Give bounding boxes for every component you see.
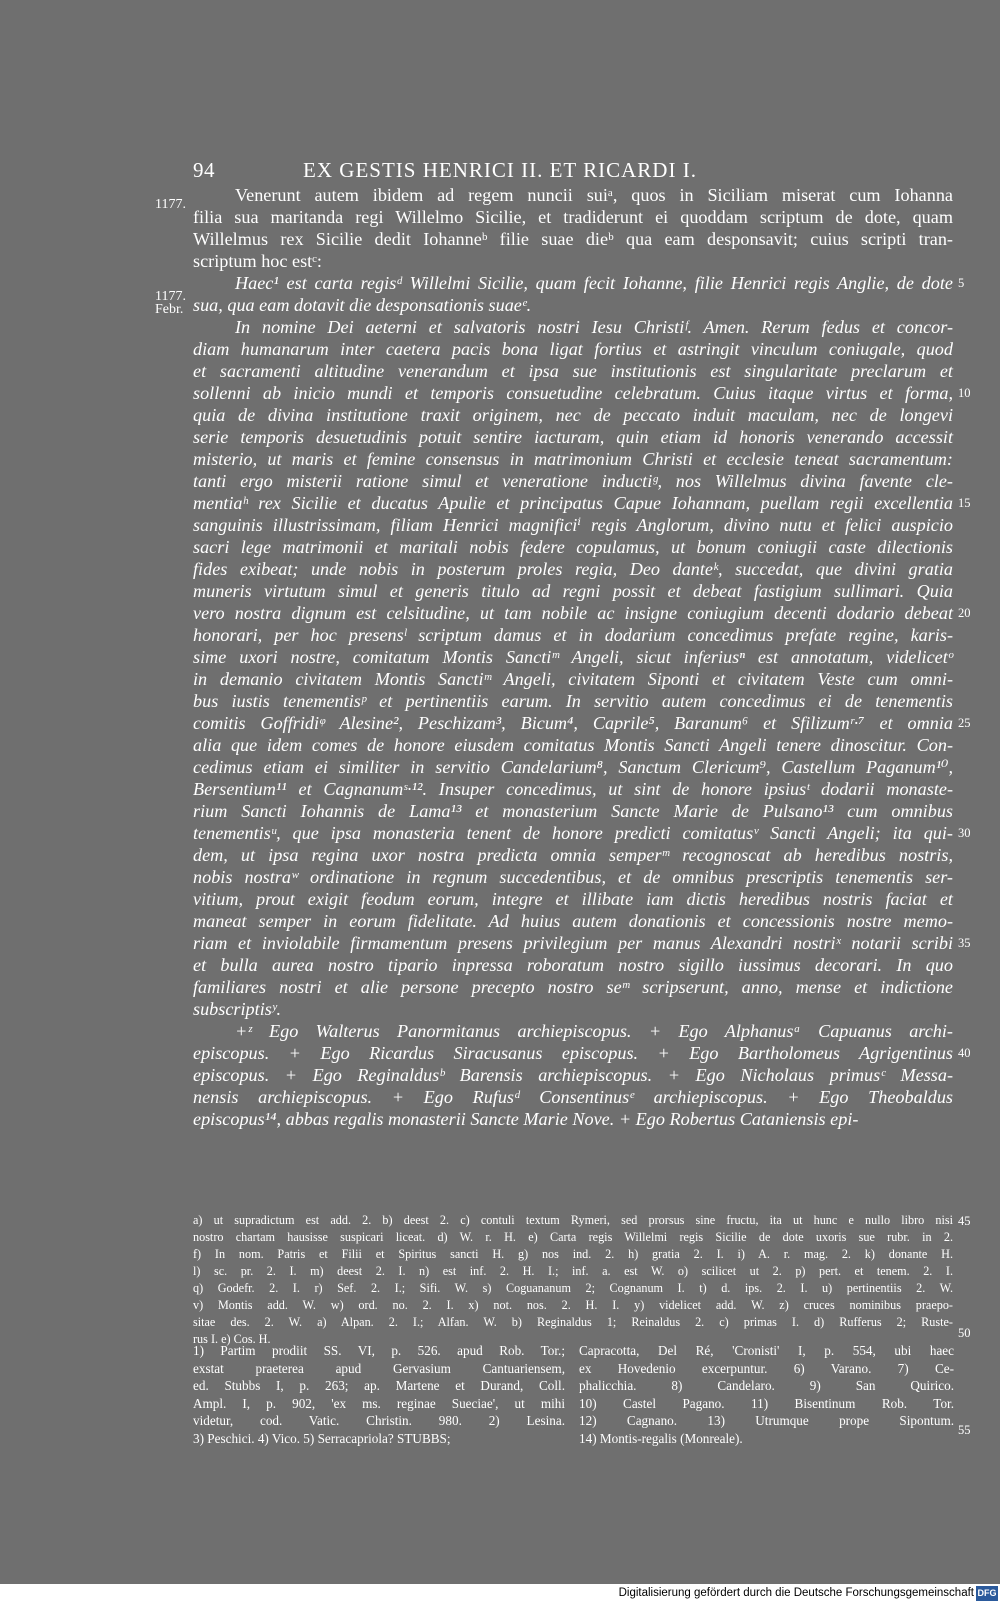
margin-year: 1177. [155,197,186,212]
footer-bar [0,1584,1000,1604]
text-line: comitis Goffridiᵠ Alesine², Peschizam³, Bicum⁴, Caprile⁵, Baranum⁶ et Sfilizumʳ·⁷ et omnia [193,713,953,733]
margin-month: Febr. [155,302,184,317]
text-line: sime uxori nostre, comitatum Montis Sanctiᵐ Angeli, sicut inferiusⁿ est annotatum, videlicetᵒ [193,647,953,667]
text-line: et sacramenti altitudine venerandum et ipsa sue institutionis est singularitate preclarum et [193,361,953,381]
text-line: vitium, prout exigit feodum eorum, integre et illibate iam dictis heredibus nostris faciat et [193,889,953,909]
footnote-line: q) Godefr. 2. I. r) Sef. 2. I.; Sifi. W. s) Coguananum 2; Cognanum I. t) d. ips. 2. I. u) pertinentiis 2. W. [193,1281,953,1295]
note-line: 14) Montis-regalis (Monreale). [579,1430,743,1446]
note-line: 3) Peschici. 4) Vico. 5) Serracapriola? STUBBS; [193,1430,451,1446]
text-line: fides exibeat; unde nobis in posterum proles regia, Deo danteᵏ, succedat, que divini gratia [193,559,953,579]
footnote-line: nostro chartam hausisse suspicari liceat. d) W. r. H. e) Carta regis Willelmi regis Sicilie de dote uxoris sue rubr. in 2. [193,1230,953,1244]
footnote-line: rus I. e) Cos. H. [193,1332,271,1346]
text-line: sua, qua eam dotavit die desponsationis suaeᵉ. [193,295,532,315]
text-line: diam humanarum inter caetera pacis bona ligat fortius et astringit vinculum coniugale, quod [193,339,953,359]
text-line: Haec¹ est carta regisᵈ Willelmi Sicilie, quam fecit Iohanne, filie Henrici regis Anglie, de dote [235,273,953,293]
text-line: muneris virtutum simul et generis titulo ad regni possit et debeat fastigium sullimari. Quia [193,581,953,601]
text-line: Venerunt autem ibidem ad regem nuncii suiᵃ, quos in Siciliam miserat cum Iohanna [235,185,953,205]
text-line: misterio, ut maris et femine consensus in matrimonium Christi et ecclesie teneat sacramentum: [193,449,953,469]
text-line: Willelmus rex Sicilie dedit Iohanneᵇ filie suae dieᵇ qua eam desponsavit; cuius scripti tran- [193,229,953,249]
footer-credit: Digitalisierung gefördert durch die Deutsche Forschungsgemeinschaft [618,1587,974,1599]
footnote-line: a) ut supradictum est add. 2. b) deest 2. c) contuli textum Rymeri, sed prorsus sine fructu, ita ut hunc e nullo libro nisi [193,1213,953,1227]
footnote-line: l) sc. pr. 2. I. m) deest 2. I. n) est inf. 2. H. I.; inf. a. est W. o) scilicet ut 2. p) pert. et tenem. 2. I. [193,1264,953,1278]
note-line: 1) Partim prodiit SS. VI, p. 526. apud Rob. Tor.; [193,1343,565,1358]
text-line: bus iustis tenementisᵖ et pertinentiis earum. In servitio autem concedimus ei de tenementis [193,691,953,711]
text-line: scriptum hoc estᶜ: [193,251,322,271]
line-number: 40 [958,1046,971,1060]
footnote-line: f) In nom. Patris et Filii et Spiritus sancti H. g) nos ind. 2. h) gratia 2. I. i) A. r. mag. 2. k) donante H. [193,1247,953,1261]
note-line: exstat praeterea apud Gervasium Cantuariensem, [193,1360,565,1376]
text-line: in demanio civitatem Montis Sanctiᵐ Angeli, civitatem Siponti et civitatem Veste cum omni- [193,669,953,689]
line-number: 10 [958,386,971,400]
note-line: videtur, cod. Vatic. Christin. 980. 2) Lesina. [193,1413,565,1429]
note-line: ex Hovedenio excerpuntur. 6) Varano. 7) Ce- [579,1360,954,1376]
text-line: et bulla aurea nostro tipario inpressa roboratum nostro sigillo iussimus decorari. In quo [193,955,953,975]
text-line: nensis archiepiscopus. + Ego Rufusᵈ Consentinusᵉ archiepiscopus. + Ego Theobaldus [193,1087,953,1107]
line-number: 55 [958,1423,971,1437]
text-line: rium Sancti Iohannis de Lama¹³ et monasterium Sancte Marie de Pulsano¹³ cum omnibus [193,801,953,821]
dfg-logo: DFG [976,1586,998,1601]
text-line: Bersentium¹¹ et Cagnanumˢ·¹². Insuper concedimus, ut sint de honore ipsiusᵗ dodarii monaste- [193,779,953,799]
footnote-line: v) Montis add. W. w) ord. no. 2. I. x) not. nos. 2. H. I. y) videlicet add. W. z) cruces nominibus praepo- [193,1298,953,1312]
text-line: alia que idem comes de honore eiusdem comitatus Montis Sancti Angeli tenere dinoscitur. Con- [193,735,953,755]
note-line: 10) Castel Pagano. 11) Bisentinum Rob. Tor. [579,1395,954,1411]
notes-left-column [193,1342,565,1448]
text-line: tenementisᵘ, que ipsa monasteria tenent de honore predicti comitatusᵛ Sancti Angeli; ita qui- [193,823,953,843]
line-number: 30 [958,826,971,840]
text-line: subscriptisʸ. [193,999,282,1019]
text-line: +ᶻ Ego Walterus Panormitanus archiepiscopus. + Ego Alphanusᵃ Capuanus archi- [235,1021,953,1041]
text-line: In nomine Dei aeterni et salvatoris nostri Iesu Christiᶠ. Amen. Rerum fedus et concor- [235,317,953,337]
text-line: vero nostra dignum est celsitudine, ut tam nobile ac insigne coniugium decenti dodario debeat [193,603,953,623]
line-number: 45 [958,1214,971,1228]
line-number: 15 [958,496,971,510]
notes-right-column [579,1342,954,1448]
text-line: maneat semper in eorum fidelitate. Ad huius autem donationis et concessionis nostre memo- [193,911,953,931]
line-number: 5 [958,276,965,290]
text-line: episcopus¹⁴, abbas regalis monasterii Sancte Marie Nove. + Ego Robertus Cataniensis epi- [193,1109,859,1129]
text-line: nobis nostraʷ ordinatione in regnum succedentibus, et de omnibus prescriptis tenementis ser- [193,867,953,887]
page-number: 94 [193,158,215,182]
text-line: filia sua maritanda regi Willelmo Sicilie, et tradiderunt ei quoddam scriptum de dote, quam [193,207,953,227]
text-line: riam et inviolabile firmamentum presens privilegium per manus Alexandri nostriˣ notarii scribi [193,933,953,953]
text-line: cedimus etiam ei similiter in servitio Candelarium⁸, Sanctum Clericum⁹, Castellum Paganum¹⁰, [193,757,953,777]
text-line: familiares nostri et alie persone precepto nostro seᵐ scripserunt, anno, mense et indictione [193,977,953,997]
note-line: 12) Cagnano. 13) Utrumque prope Sipontum. [579,1413,954,1429]
text-line: episcopus. + Ego Ricardus Siracusanus episcopus. + Ego Bartholomeus Agrigentinus [193,1043,953,1063]
note-line: phalicchia. 8) Candelaro. 9) San Quirico. [579,1378,954,1394]
line-number: 35 [958,936,971,950]
text-line: serie temporis desuetudinis potuit sentire iacturam, quin etiam id honoris venerando accessit [193,427,953,447]
text-line: mentiaʰ rex Sicilie et ducatus Apulie et principatus Capue Iohannam, puellam regii excellentia [193,493,953,513]
margin-year: 1177. [155,289,186,304]
note-line: Capracotta, Del Ré, 'Cronisti' I, p. 554, ubi haec [579,1343,954,1358]
text-line: episcopus. + Ego Reginaldusᵇ Barensis archiepiscopus. + Ego Nicholaus primusᶜ Messa- [193,1065,953,1085]
running-title: EX GESTIS HENRICI II. ET RICARDI I. [303,158,697,182]
text-line: sanguinis illustrissimam, filiam Henrici magnificiⁱ regis Anglorum, divino nutu et felici auspicio [193,515,953,535]
text-line: dem, ut ipsa regina uxor nostra predicta omnia semperᵐ recognoscat ab heredibus nostris, [193,845,953,865]
text-line: honorari, per hoc presensˡ scriptum damus et in dodarium concedimus prefate regine, karis- [193,625,953,645]
line-number: 50 [958,1326,971,1340]
text-line: quia de divina institutione traxit originem, nec de peccato induit maculam, nec de longevi [193,405,953,425]
text-line: tanti ergo misterii ratione simul et veneratione inductiᵍ, nos Willelmus divina favente cle- [193,471,953,491]
footnote-line: sitae des. 2. W. a) Alpan. 2. I.; Alfan. W. b) Reginaldus 1; Reinaldus 2. c) primas I. d) Rufferus 2; Ruste- [193,1315,953,1329]
text-line: sacri lege matrimonii et maritali nobis federe copulamus, ut bonum coniugii caste dilectionis [193,537,953,557]
line-number: 20 [958,606,971,620]
note-line: Ampl. I, p. 902, 'ex ms. reginae Sueciae', ut mihi [193,1395,565,1411]
line-number: 25 [958,716,971,730]
text-line: sollenni ab inicio mundi et temporis consuetudine celebratum. Cuius itaque virtus et forma, [193,383,953,403]
note-line: ed. Stubbs I, p. 263; ap. Martene et Durand, Coll. [193,1378,565,1394]
